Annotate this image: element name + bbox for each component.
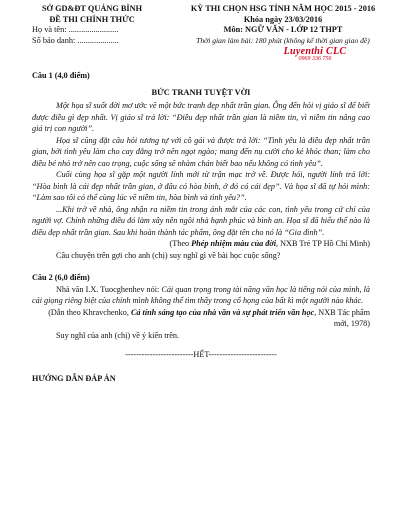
logo-phone: 0969 336 756 [298,56,332,62]
exam-subject: Môn: NGỮ VĂN - LỚP 12 THPT [223,25,343,34]
official-exam-label: ĐỀ THI CHÍNH THỨC [49,14,135,24]
answer-guide-title: HƯỚNG DẪN ĐÁP ÁN [32,373,116,383]
story-source [32,238,370,250]
question-2-source [32,307,370,330]
story-paragraph-4: ...Khi trở về nhà, ông nhận ra niềm tin trong ánh mắt của các con, tình yêu trong cử chỉ của người vợ. Chính những điều đó làm xây nên ngôi nhà hạnh phúc và bình an. Họa sĩ đã hiểu thế nào là điều đẹp nhất trần gian. Sau khi hoàn thành tác phẩm, ông đặt tên cho nó là “Gia đình”. [32,204,370,237]
question-1-prompt: Câu chuyện trên gợi cho anh (chị) suy nghĩ gì về bài học cuộc sống? [56,250,281,260]
watermark-logo [282,46,348,62]
question-2-source-prefix: (Dẫn theo Khravchenko, [48,307,131,317]
story-title: BỨC TRANH TUYỆT VỜI [151,87,251,97]
question-2-title: Câu 2 (6,0 điểm) [32,273,90,282]
exam-time: Thời gian làm bài: 180 phút (không kể thời gian giao đề) [196,35,370,45]
story-source-suffix: , NXB Trẻ TP Hồ Chí Minh) [276,239,370,248]
question-2-quote: Cái quan trọng trong tài năng văn học là tiếng nói của mình, là cái giọng riêng biệt của chính mình không thể tìm thấy trong cổ họng của bất kì một người nào khác. [32,284,370,305]
department-name: SỞ GD&ĐT QUẢNG BÌNH [41,4,143,13]
exam-body [32,70,370,384]
spacer [32,261,370,272]
question-1-title: Câu 1 (4,0 điểm) [32,71,90,80]
exam-title: KỲ THI CHỌN HSG TỈNH NĂM HỌC 2015 - 2016 [190,4,376,13]
question-2-prompt: Suy nghĩ của anh (chị) về ý kiến trên. [56,330,180,340]
end-separator: -------------------------HẾT------------------------- [125,350,277,359]
candidate-name-line: Họ và tên: ........................ [32,25,119,34]
candidate-number-line: Số báo danh: .................... [32,35,119,45]
story-paragraph-3: Cuối cùng họa sĩ gặp một người lính mới từ trận mạc trở về. Được hỏi, người lính trả lời: “Hòa bình là cái đẹp nhất trần gian, ở đâu có hòa bình, ở đó có cái đẹp”. Và họa sĩ đã tự hỏi mình: “Làm sao tôi có thể cùng lúc vẽ niềm tin, hòa bình và tình yêu?”. [32,170,370,202]
question-2-lead: Nhà văn I.X. Tuocghenhev nói: [56,284,162,294]
story-source-book: Phép nhiệm màu của đời [191,239,277,248]
question-2-source-suffix: , NXB Tác phẩm mới, 1978) [314,307,370,328]
logo-name: Luyenthi CLC [283,46,347,57]
story-paragraph-1: Một họa sĩ suốt đời mơ ước vẽ một bức tranh đẹp nhất trần gian. Ông đến hỏi vị giáo sĩ để biết được điều gì đẹp nhất. Vị giáo sĩ trả lời: “Điều đẹp nhất trần gian là niềm tin, vì niềm tin nâng cao giá trị con người”. [32,101,370,133]
story-source-prefix: (Theo [169,239,192,248]
story-paragraph-2: Họa sĩ cũng đặt câu hỏi tương tự với cô gái và được trả lời: “Tình yêu là điều đẹp nhất trần gian, bởi tình yêu làm cho cay đắng trở nên ngọt ngào; mang đến nụ cười cho kẻ khóc than; làm cho điều bé nhỏ trở nên cao trọng, cuộc sống sẽ nhàm chán biết bao nếu không có tình yêu”. [32,135,370,168]
header-right [176,4,390,46]
exam-date: Khóa ngày 23/03/2016 [243,14,323,24]
header-left [32,4,152,46]
question-2-quote-paragraph [32,284,370,307]
question-2-source-book: Cá tính sáng tạo của nhà văn và sự phát triển văn học [130,307,315,317]
